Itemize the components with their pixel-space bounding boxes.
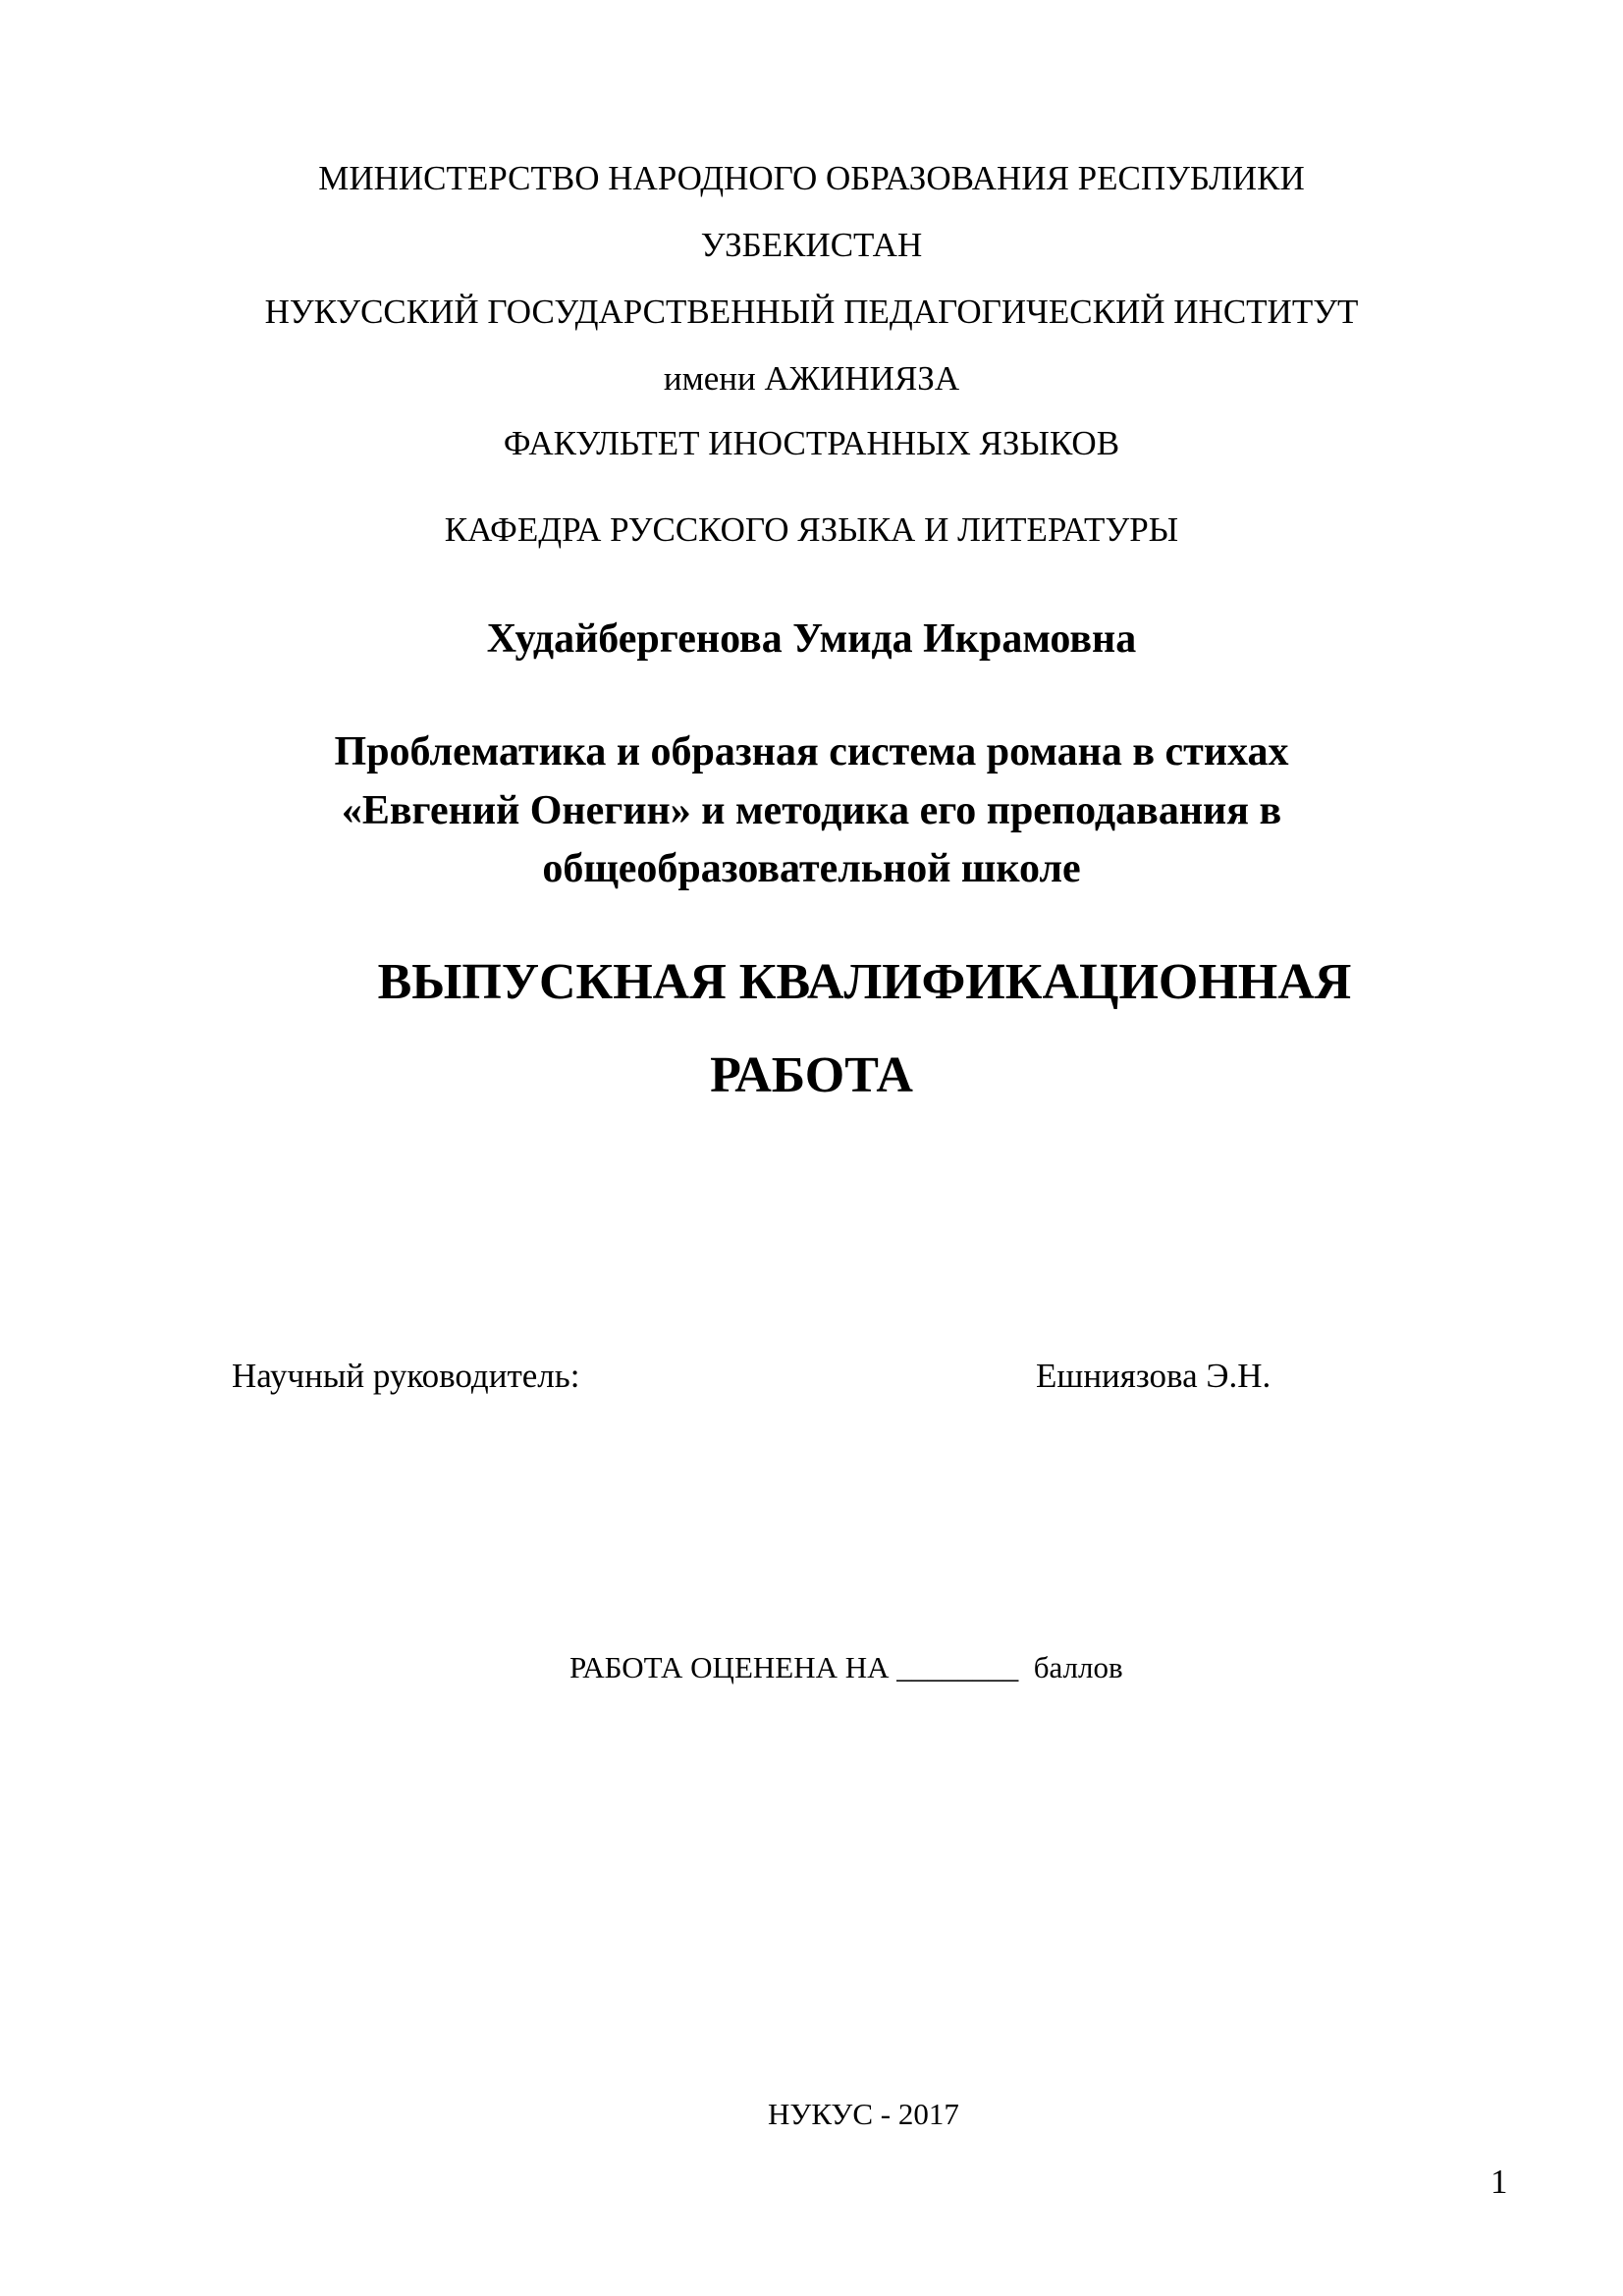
ministry-line-2: УЗБЕКИСТАН xyxy=(700,226,923,264)
ministry-line-1: МИНИСТЕРСТВО НАРОДНОГО ОБРАЗОВАНИЯ РЕСПУБЛИКИ xyxy=(318,159,1305,197)
institute-named-after: имени АЖИНИЯЗА xyxy=(663,359,960,398)
faculty-name: ФАКУЛЬТЕТ ИНОСТРАННЫХ ЯЗЫКОВ xyxy=(503,424,1120,462)
topic-line-3: общеобразовательной школе xyxy=(542,846,1081,891)
grade-unit: баллов xyxy=(1033,1650,1123,1684)
institute-name: НУКУССКИЙ ГОСУДАРСТВЕННЫЙ ПЕДАГОГИЧЕСКИЙ ИНСТИТУТ xyxy=(264,293,1359,331)
author-name: Худайбергенова Умида Икрамовна xyxy=(486,616,1137,662)
topic-line-1: Проблематика и образная система романа в стихах xyxy=(334,729,1289,774)
supervisor-name: Ешниязова Э.Н. xyxy=(1036,1357,1271,1395)
department-name: КАФЕДРА РУССКОГО ЯЗЫКА И ЛИТЕРАТУРЫ xyxy=(444,510,1179,549)
work-type-line-2: РАБОТА xyxy=(710,1047,913,1103)
work-type-line-1: ВЫПУСКНАЯ КВАЛИФИКАЦИОННАЯ xyxy=(377,954,1352,1010)
grade-blank: ________ xyxy=(896,1650,1019,1684)
page-number: 1 xyxy=(1490,2163,1508,2201)
supervisor-label: Научный руководитель: xyxy=(232,1357,580,1395)
grade-row xyxy=(569,1652,1123,1682)
grade-label: РАБОТА ОЦЕНЕНА НА xyxy=(569,1650,890,1684)
city-year: НУКУС - 2017 xyxy=(768,2097,959,2131)
topic-line-2: «Евгений Онегин» и методика его преподавания в xyxy=(341,788,1282,833)
